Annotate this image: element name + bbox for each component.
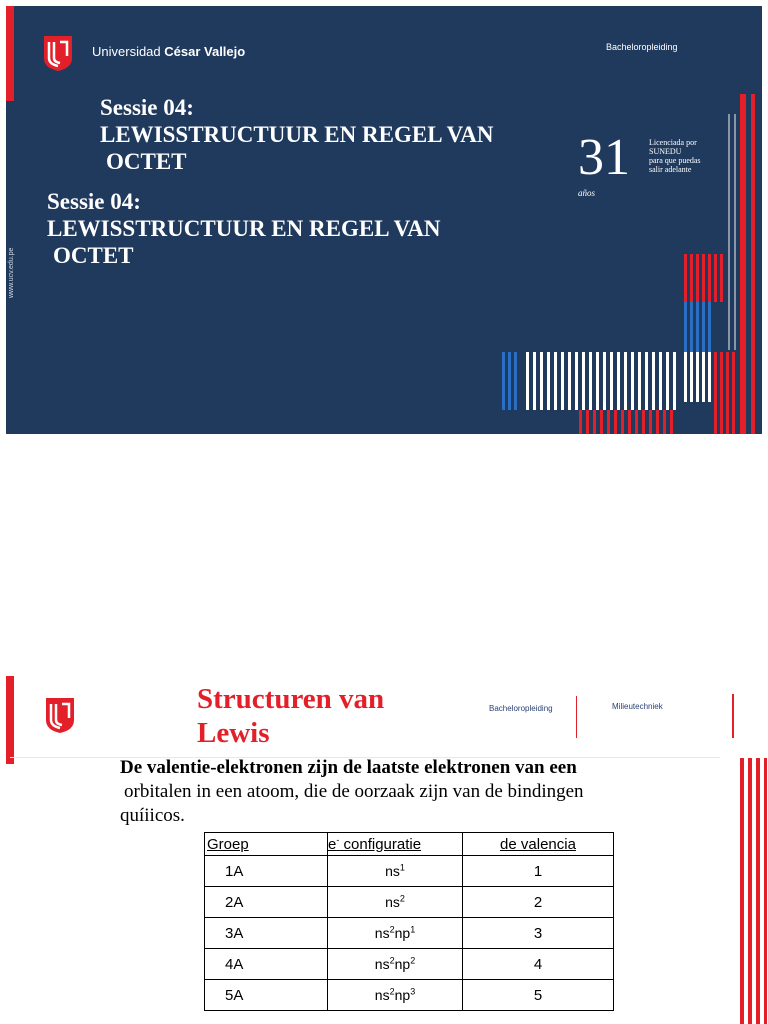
anniversary-label: años — [578, 188, 596, 198]
program-label: Bacheloropleiding — [606, 42, 678, 52]
cell-config: $ns^1$ — [328, 856, 463, 887]
cell-group: 3A — [205, 918, 328, 949]
valence-table — [204, 832, 614, 1011]
cell-config: $ns^2np^1$ — [328, 918, 463, 949]
cell-valence: 4 — [463, 949, 614, 980]
website-url: www.ucv.edu.pe — [8, 247, 15, 298]
cell-group: 2A — [205, 887, 328, 918]
cell-group: 4A — [205, 949, 328, 980]
cell-valence: 1 — [463, 856, 614, 887]
session-topic-end: OCTET — [106, 149, 187, 174]
content-slide — [0, 668, 768, 1024]
cell-group: 1A — [205, 856, 328, 887]
session-topic: LEWISSTRUCTUUR EN REGEL VAN — [100, 122, 494, 147]
ucv-logo-icon — [44, 696, 76, 734]
cell-valence: 3 — [463, 918, 614, 949]
slide-title: Structuren van Lewis — [197, 683, 385, 749]
table-header-row — [205, 833, 614, 856]
intro-paragraph — [120, 756, 680, 828]
license-text: Licenciada por SUNEDU para que puedas salir adelante — [649, 138, 701, 174]
column-header-group: Groep — [205, 833, 328, 856]
cell-group: 5A — [205, 980, 328, 1011]
title-slide — [6, 6, 762, 434]
session-number: Sessie 04: — [100, 95, 194, 120]
decorative-stripes — [6, 6, 762, 434]
intro-bold: De valentie-elektronen zijn de laatste elektronen van een — [120, 757, 577, 778]
column-header-valence: de valencia — [463, 833, 614, 856]
column-header-config: e- configuratie — [328, 833, 463, 856]
intro-line: orbitalen in een atoom, die de oorzaak zijn van de bindingen — [124, 781, 584, 802]
cell-valence: 2 — [463, 887, 614, 918]
cell-config: $ns^2np^3$ — [328, 980, 463, 1011]
session-number: Sessie 04: — [47, 189, 141, 214]
table-row — [205, 887, 614, 918]
session-topic: LEWISSTRUCTUUR EN REGEL VAN — [47, 216, 441, 241]
table-row — [205, 918, 614, 949]
cell-config: $ns^2np^2$ — [328, 949, 463, 980]
university-name: Universidad César Vallejo — [92, 44, 246, 59]
cell-valence: 5 — [463, 980, 614, 1011]
table-row — [205, 980, 614, 1011]
session-topic-end: OCTET — [53, 243, 134, 268]
red-accent-bar — [6, 676, 14, 764]
header-divider — [576, 696, 577, 738]
header-divider — [732, 694, 734, 738]
cell-config: $ns^2$ — [328, 887, 463, 918]
table-row — [205, 856, 614, 887]
anniversary-number: 31 — [578, 129, 630, 186]
decorative-stripes — [740, 758, 768, 1024]
intro-line: quíiicos. — [120, 805, 185, 826]
program-label: Bacheloropleiding — [489, 704, 553, 713]
table-row — [205, 949, 614, 980]
specialty-label: Milieutechniek — [612, 702, 663, 711]
